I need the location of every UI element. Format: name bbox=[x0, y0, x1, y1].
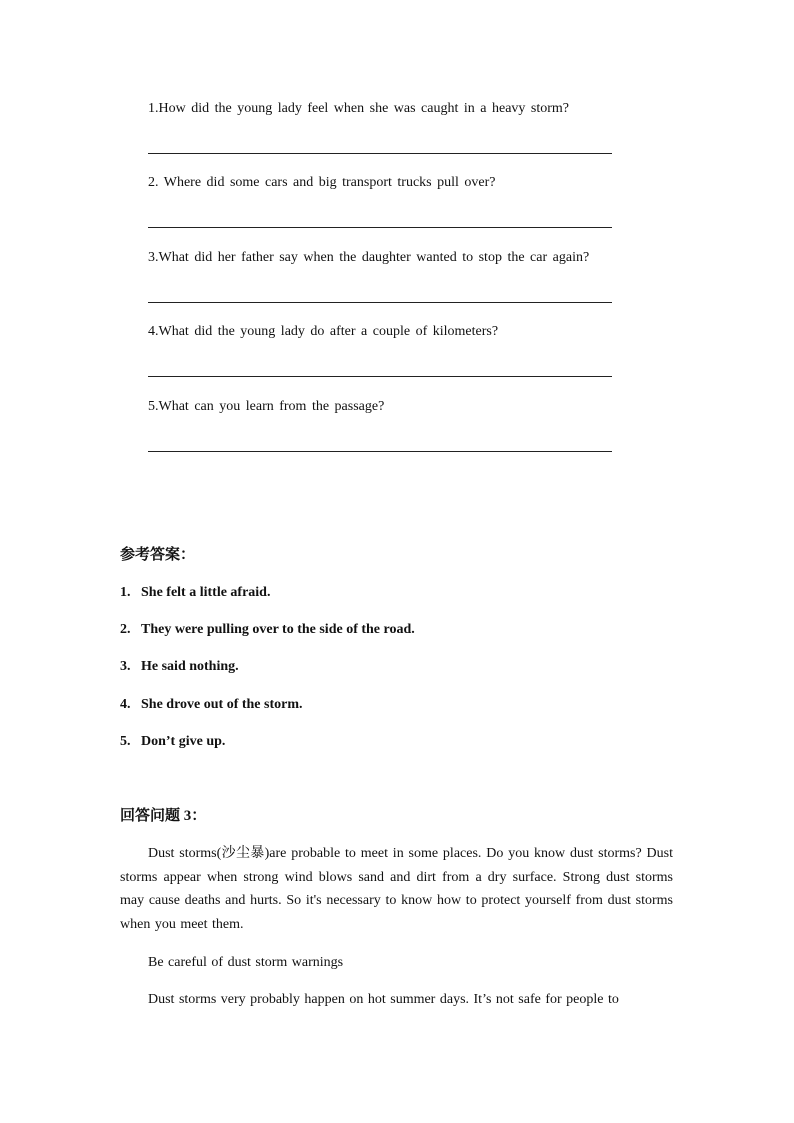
section3-heading: 回答问题 3： bbox=[120, 808, 207, 824]
answer-key-item-1 bbox=[120, 584, 270, 602]
answer-key-text: Don’t give up. bbox=[141, 734, 226, 749]
question-5: 5.What can you learn from the passage? bbox=[148, 399, 385, 414]
answer-key-number: 2. bbox=[120, 622, 131, 637]
answer-key-number: 4. bbox=[120, 697, 131, 712]
answer-key-text: He said nothing. bbox=[141, 659, 239, 674]
answer-key-heading: 参考答案： bbox=[120, 547, 196, 563]
answer-key-item-2 bbox=[120, 621, 415, 639]
answer-key-number: 5. bbox=[120, 734, 131, 749]
answer-key-item-5 bbox=[120, 733, 225, 751]
section3-paragraph-2: Dust storms very probably happen on hot summer days. It’s not safe for people to bbox=[148, 992, 619, 1007]
answer-key-number: 1. bbox=[120, 585, 131, 600]
question-2: 2. Where did some cars and big transport trucks pull over? bbox=[148, 175, 496, 190]
section3-subheading: Be careful of dust storm warnings bbox=[148, 955, 344, 970]
section3-paragraph-1: Dust storms(沙尘暴)are probable to meet in some places. Do you know dust storms? Dust storms appear when strong wind blows sand and dirt from a dry surface. Strong dust storms may cause deaths and hurts. So it's necessary to know how to protect yourself from dust storms when you meet them. bbox=[120, 846, 673, 932]
answer-line-4[interactable] bbox=[148, 376, 612, 377]
question-3: 3.What did her father say when the daughter wanted to stop the car again? bbox=[148, 250, 590, 265]
answer-key-item-4 bbox=[120, 696, 303, 714]
question-1: 1.How did the young lady feel when she was caught in a heavy storm? bbox=[148, 101, 570, 116]
answer-key-text: She drove out of the storm. bbox=[141, 697, 303, 712]
answer-line-1[interactable] bbox=[148, 153, 612, 154]
answer-line-3[interactable] bbox=[148, 302, 612, 303]
answer-key-text: They were pulling over to the side of the road. bbox=[141, 622, 415, 637]
answer-key-text: She felt a little afraid. bbox=[141, 585, 271, 600]
question-4: 4.What did the young lady do after a couple of kilometers? bbox=[148, 324, 499, 339]
answer-key-item-3 bbox=[120, 658, 239, 676]
answer-line-5[interactable] bbox=[148, 451, 612, 452]
answer-line-2[interactable] bbox=[148, 227, 612, 228]
answer-key-number: 3. bbox=[120, 659, 131, 674]
